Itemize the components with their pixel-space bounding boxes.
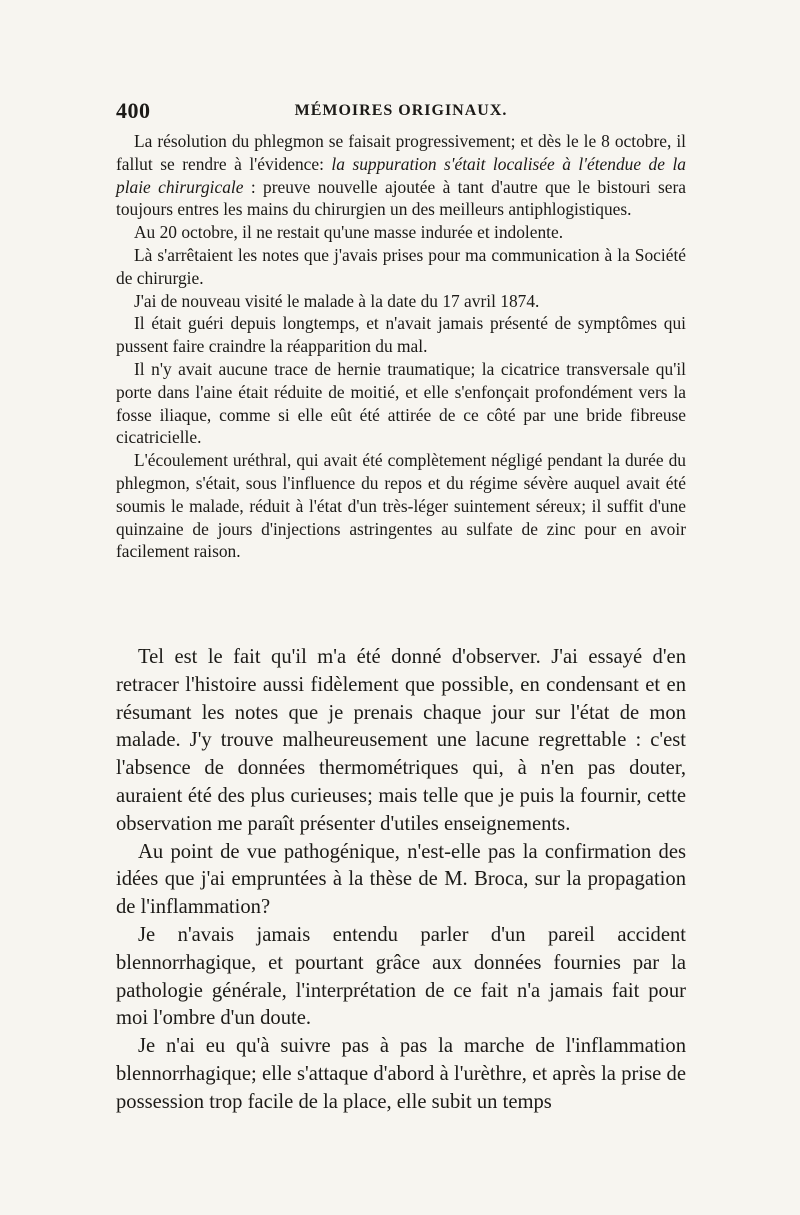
paragraph: Au 20 octobre, il ne restait qu'une masse indurée et indolente.: [134, 222, 564, 243]
running-title: MÉMOIRES ORIGINAUX.: [294, 102, 508, 119]
page-number: 400: [116, 98, 151, 123]
italic-phrase: la suppuration s'était localisée à l'étendue de la plaie chirurgicale: [116, 153, 686, 197]
paragraph: Je n'avais jamais entendu parler d'un pareil accident blennorrhagique, et pourtant grâce aux données fournies par la pathologie générale, l'interprétation de ce fait n'a jamais fait pour moi l'ombre d'un doute.: [116, 923, 686, 1030]
paragraph: Il était guéri depuis longtemps, et n'avait jamais présenté de symptômes qui pussent faire craindre la réapparition du mal.: [116, 313, 686, 357]
paragraph: Je n'ai eu qu'à suivre pas à pas la marche de l'inflammation blennorrhagique; elle s'attaque d'abord à l'urèthre, et après la prise de possession trop facile de la place, elle subit un temps: [116, 1035, 686, 1113]
paragraph: Tel est le fait qu'il m'a été donné d'observer. J'ai essayé d'en retracer l'histoire aussi fidèlement que possible, en condensant et en résumant les notes que je prenais chaque jour sur l'état de mon malade. J'y trouve malheureusement une lacune regrettable : c'est l'absence de données thermométriques qui, à n'en pas douter, auraient été des plus curieuses; mais telle que je puis la fournir, cette observation me paraît présenter d'utiles enseignements.: [116, 646, 686, 835]
small-text-block: [116, 130, 686, 563]
paragraph: Il n'y avait aucune trace de hernie traumatique; la cicatrice transversale qu'il porte dans l'aine était réduite de moitié, et elle s'enfonçait profondément vers la fosse iliaque, comme si elle eût été attirée de ce côté par une bride fibreuse cicatricielle.: [116, 358, 686, 448]
paragraph: L'écoulement uréthral, qui avait été complètement négligé pendant la durée du phlegmon, s'était, sous l'influence du repos et du régime sévère auquel avait été soumis le malade, réduit à l'état d'un très-léger suintement séreux; il suffit d'une quinzaine de jours d'injections astringentes au sulfate de zinc pour en avoir facilement raison.: [116, 450, 686, 562]
page-header: [116, 98, 686, 128]
paragraph: Là s'arrêtaient les notes que j'avais prises pour ma communication à la Société de chirurgie.: [116, 244, 686, 288]
paragraph: Au point de vue pathogénique, n'est-elle pas la confirmation des idées que j'ai empruntées à la thèse de M. Broca, sur la propagation de l'inflammation?: [116, 840, 686, 919]
paragraph: La résolution du phlegmon se faisait progressivement; et dès le le 8 octobre, il fallut se rendre à l'évidence: la suppuration s'était localisée à l'étendue de la plaie chirurgicale : preuve nouvelle ajoutée à tant d'autre que le bistouri sera toujours entres les mains du chirurgien un des meilleurs antiphlogistiques.: [116, 131, 686, 220]
large-text-block: [116, 644, 686, 1117]
paragraph: J'ai de nouveau visité le malade à la date du 17 avril 1874.: [134, 290, 540, 311]
